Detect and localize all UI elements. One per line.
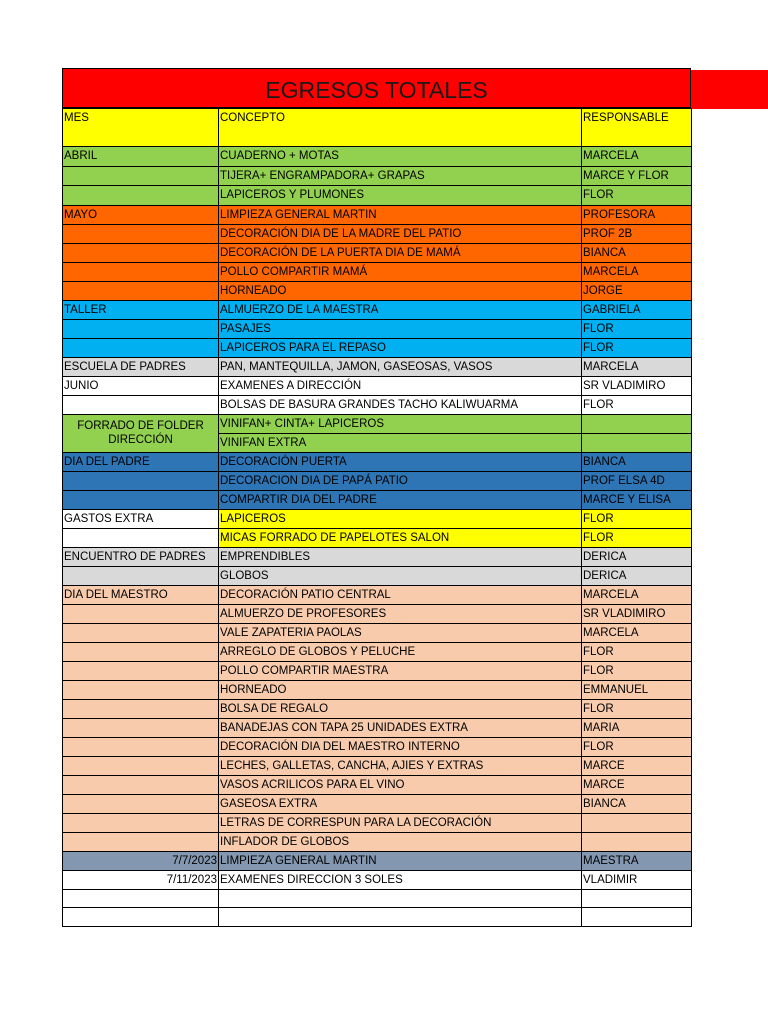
cell-mes (63, 243, 219, 262)
cell-mes (63, 813, 219, 832)
cell-responsable (582, 414, 692, 433)
cell-mes (63, 262, 219, 281)
cell-mes (63, 661, 219, 680)
cell-responsable: MARCE (582, 775, 692, 794)
table-row (63, 528, 692, 547)
cell-responsable: FLOR (582, 528, 692, 547)
cell-concepto (219, 889, 582, 908)
cell-concepto: VALE ZAPATERIA PAOLAS (219, 623, 582, 642)
table-row (63, 566, 692, 585)
table-row (63, 509, 692, 528)
cell-concepto: MICAS FORRADO DE PAPELOTES SALON (219, 528, 582, 547)
cell-concepto: EMPRENDIBLES (219, 547, 582, 566)
cell-concepto: LAPICEROS PARA EL REPASO (219, 338, 582, 357)
table-row (63, 452, 692, 471)
cell-concepto: EXAMENES A DIRECCIÓN (219, 376, 582, 395)
table-row (63, 604, 692, 623)
cell-concepto: DECORACIÓN DE LA PUERTA DIA DE MAMÁ (219, 243, 582, 262)
cell-concepto: POLLO COMPARTIR MAMÁ (219, 262, 582, 281)
cell-concepto (219, 908, 582, 927)
title-bar-extension (691, 70, 768, 109)
cell-concepto: LETRAS DE CORRESPUN PARA LA DECORACIÓN (219, 813, 582, 832)
cell-mes (63, 642, 219, 661)
cell-responsable: MARCE (582, 756, 692, 775)
cell-mes: TALLER (63, 300, 219, 319)
table-row (63, 243, 692, 262)
cell-concepto: PAN, MANTEQUILLA, JAMON, GASEOSAS, VASOS (219, 357, 582, 376)
cell-concepto: BOLSAS DE BASURA GRANDES TACHO KALIWUARMA (219, 395, 582, 414)
cell-concepto: LECHES, GALLETAS, CANCHA, AJIES Y EXTRAS (219, 756, 582, 775)
cell-mes (63, 338, 219, 357)
table-row (63, 147, 692, 167)
table-row (63, 737, 692, 756)
expenses-sheet (62, 68, 691, 927)
sheet-title: EGRESOS TOTALES (265, 77, 488, 103)
cell-responsable: MARCELA (582, 147, 692, 167)
expenses-table (62, 108, 692, 927)
cell-mes: ABRIL (63, 147, 219, 167)
cell-mes (63, 604, 219, 623)
cell-responsable: MARCELA (582, 357, 692, 376)
cell-responsable: MAESTRA (582, 851, 692, 870)
cell-mes: MAYO (63, 205, 219, 224)
table-row (63, 661, 692, 680)
cell-responsable: VLADIMIR (582, 870, 692, 889)
table-row (63, 281, 692, 300)
cell-concepto: GLOBOS (219, 566, 582, 585)
cell-mes (63, 490, 219, 509)
cell-responsable (582, 433, 692, 452)
cell-responsable: FLOR (582, 699, 692, 718)
cell-concepto: INFLADOR DE GLOBOS (219, 832, 582, 851)
table-row (63, 585, 692, 604)
cell-concepto: VINIFAN EXTRA (219, 433, 582, 452)
cell-mes: 7/11/2023 (63, 870, 219, 889)
cell-responsable: GABRIELA (582, 300, 692, 319)
header-mes: MES (63, 109, 219, 147)
cell-concepto: LIMPIEZA GENERAL MARTIN (219, 205, 582, 224)
cell-responsable: MARCELA (582, 262, 692, 281)
cell-mes (63, 832, 219, 851)
cell-mes (63, 319, 219, 338)
table-row (63, 262, 692, 281)
cell-responsable (582, 832, 692, 851)
table-row (63, 224, 692, 243)
cell-concepto: DECORACIÓN PUERTA (219, 452, 582, 471)
cell-responsable: EMMANUEL (582, 680, 692, 699)
cell-concepto: POLLO COMPARTIR MAESTRA (219, 661, 582, 680)
cell-mes (63, 737, 219, 756)
cell-mes: 7/7/2023 (63, 851, 219, 870)
cell-responsable (582, 889, 692, 908)
cell-responsable: PROF 2B (582, 224, 692, 243)
table-row (63, 870, 692, 889)
cell-mes: GASTOS EXTRA (63, 509, 219, 528)
header-row (63, 109, 692, 147)
cell-concepto: HORNEADO (219, 680, 582, 699)
cell-concepto: EXAMENES DIRECCION 3 SOLES (219, 870, 582, 889)
table-row (63, 623, 692, 642)
cell-mes (63, 908, 219, 927)
table-row (63, 699, 692, 718)
cell-concepto: ALMUERZO DE PROFESORES (219, 604, 582, 623)
cell-concepto: BOLSA DE REGALO (219, 699, 582, 718)
cell-responsable: FLOR (582, 319, 692, 338)
cell-mes (63, 186, 219, 206)
cell-concepto: ARREGLO DE GLOBOS Y PELUCHE (219, 642, 582, 661)
cell-mes: DIA DEL MAESTRO (63, 585, 219, 604)
table-row (63, 908, 692, 927)
table-row (63, 471, 692, 490)
header-responsable: RESPONSABLE (582, 109, 692, 147)
cell-concepto: HORNEADO (219, 281, 582, 300)
table-row (63, 319, 692, 338)
table-row (63, 794, 692, 813)
cell-responsable: DERICA (582, 547, 692, 566)
table-row (63, 338, 692, 357)
table-row (63, 832, 692, 851)
table-row (63, 642, 692, 661)
cell-mes: ESCUELA DE PADRES (63, 357, 219, 376)
table-row (63, 300, 692, 319)
cell-responsable: PROF ELSA 4D (582, 471, 692, 490)
cell-mes (63, 775, 219, 794)
cell-responsable (582, 908, 692, 927)
cell-responsable: FLOR (582, 338, 692, 357)
cell-mes (63, 471, 219, 490)
cell-responsable: PROFESORA (582, 205, 692, 224)
cell-mes (63, 680, 219, 699)
cell-responsable: DERICA (582, 566, 692, 585)
table-row (63, 357, 692, 376)
cell-responsable: JORGE (582, 281, 692, 300)
table-row (63, 547, 692, 566)
cell-mes (63, 623, 219, 642)
cell-concepto: GASEOSA EXTRA (219, 794, 582, 813)
cell-concepto: DECORACION DIA DE PAPÁ PATIO (219, 471, 582, 490)
cell-concepto: ALMUERZO DE LA MAESTRA (219, 300, 582, 319)
table-row (63, 889, 692, 908)
cell-responsable: FLOR (582, 509, 692, 528)
cell-responsable: MARCE Y ELISA (582, 490, 692, 509)
cell-concepto: DECORACIÓN PATIO CENTRAL (219, 585, 582, 604)
cell-mes (63, 528, 219, 547)
table-row (63, 718, 692, 737)
cell-mes: JUNIO (63, 376, 219, 395)
cell-mes (63, 224, 219, 243)
cell-mes (63, 166, 219, 186)
cell-mes (63, 395, 219, 414)
table-row (63, 813, 692, 832)
cell-responsable: FLOR (582, 395, 692, 414)
cell-responsable: FLOR (582, 661, 692, 680)
cell-concepto: LIMPIEZA GENERAL MARTIN (219, 851, 582, 870)
cell-concepto: BANADEJAS CON TAPA 25 UNIDADES EXTRA (219, 718, 582, 737)
cell-concepto: LAPICEROS (219, 509, 582, 528)
table-row (63, 166, 692, 186)
cell-mes (63, 756, 219, 775)
cell-responsable: BIANCA (582, 794, 692, 813)
table-row (63, 395, 692, 414)
table-row (63, 775, 692, 794)
cell-mes (63, 566, 219, 585)
table-row (63, 186, 692, 206)
cell-concepto: CUADERNO + MOTAS (219, 147, 582, 167)
cell-responsable: FLOR (582, 737, 692, 756)
cell-concepto: VASOS ACRILICOS PARA EL VINO (219, 775, 582, 794)
table-row (63, 851, 692, 870)
cell-mes (63, 699, 219, 718)
cell-concepto: VINIFAN+ CINTA+ LAPICEROS (219, 414, 582, 433)
title-bar (62, 68, 691, 108)
cell-mes: DIA DEL PADRE (63, 452, 219, 471)
cell-concepto: TIJERA+ ENGRAMPADORA+ GRAPAS (219, 166, 582, 186)
cell-concepto: LAPICEROS Y PLUMONES (219, 186, 582, 206)
cell-responsable: SR VLADIMIRO (582, 376, 692, 395)
cell-responsable: MARCE Y FLOR (582, 166, 692, 186)
cell-mes (63, 889, 219, 908)
table-row (63, 205, 692, 224)
table-row (63, 756, 692, 775)
cell-mes (63, 794, 219, 813)
cell-responsable: MARCELA (582, 585, 692, 604)
cell-responsable: MARIA (582, 718, 692, 737)
cell-responsable: MARCELA (582, 623, 692, 642)
cell-mes (63, 718, 219, 737)
cell-responsable: BIANCA (582, 243, 692, 262)
cell-mes (63, 281, 219, 300)
cell-concepto: DECORACIÓN DIA DE LA MADRE DEL PATIO (219, 224, 582, 243)
cell-responsable: SR VLADIMIRO (582, 604, 692, 623)
header-concepto: CONCEPTO (219, 109, 582, 147)
table-row (63, 490, 692, 509)
cell-concepto: COMPARTIR DIA DEL PADRE (219, 490, 582, 509)
cell-concepto: PASAJES (219, 319, 582, 338)
cell-mes-forrado: FORRADO DE FOLDER DIRECCIÓN (63, 414, 219, 452)
cell-concepto: DECORACIÓN DIA DEL MAESTRO INTERNO (219, 737, 582, 756)
cell-responsable: FLOR (582, 186, 692, 206)
cell-responsable (582, 813, 692, 832)
cell-responsable: BIANCA (582, 452, 692, 471)
cell-mes: ENCUENTRO DE PADRES (63, 547, 219, 566)
table-row (63, 680, 692, 699)
cell-responsable: FLOR (582, 642, 692, 661)
table-row (63, 376, 692, 395)
table-row (63, 414, 692, 433)
